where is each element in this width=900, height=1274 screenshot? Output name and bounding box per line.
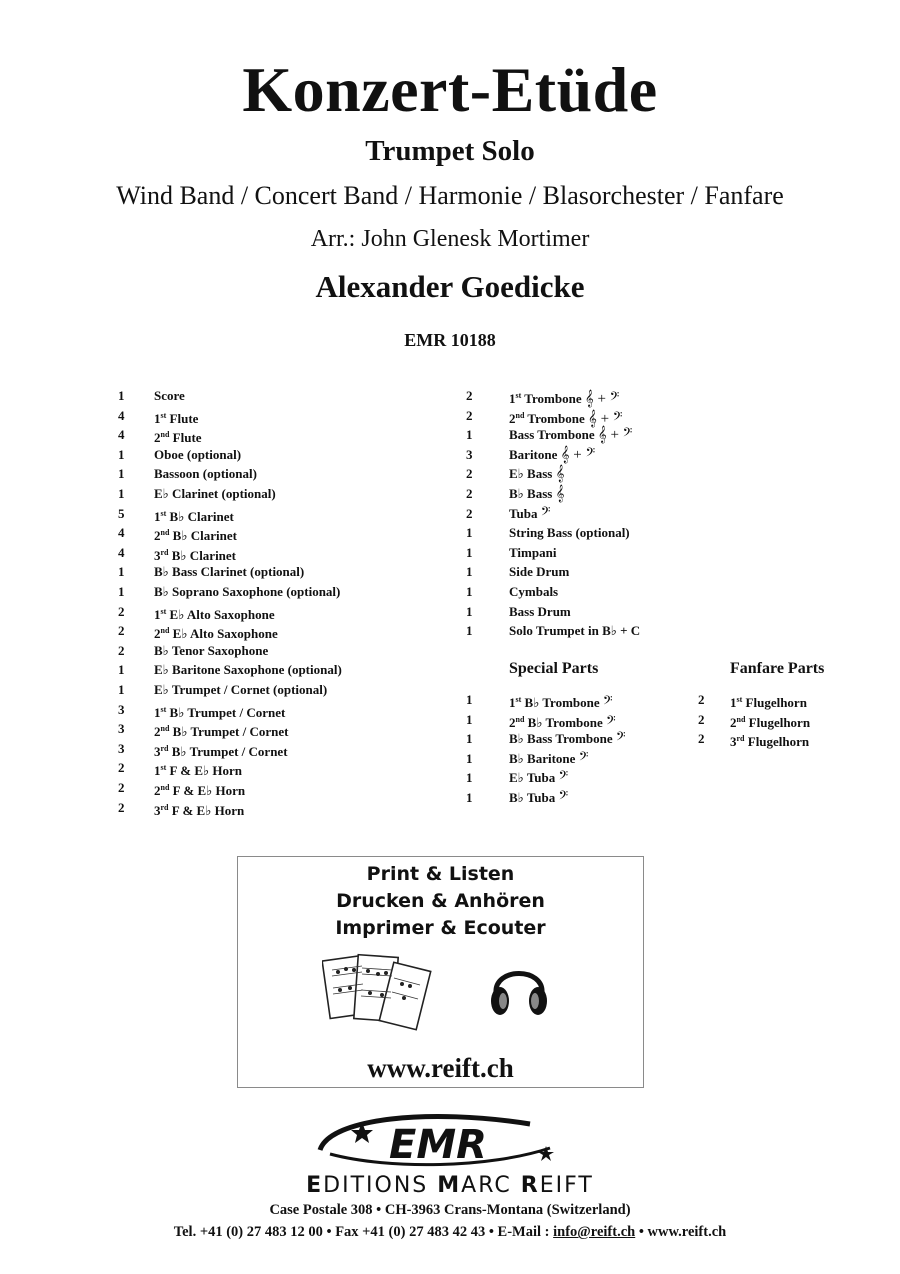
part-quantity: 3 <box>118 740 125 756</box>
clef-icon: 𝄢 <box>540 505 551 522</box>
part-quantity: 2 <box>118 623 125 639</box>
part-quantity: 1 <box>118 682 125 697</box>
part-name: 2nd Flute <box>154 430 202 446</box>
clef-icon: 𝄢 <box>558 770 569 787</box>
part-quantity: 4 <box>118 525 125 541</box>
part-quantity: 4 <box>118 544 125 560</box>
part-name: 1st Flugelhorn <box>730 695 807 710</box>
clef-icon: 𝄢 <box>615 731 626 748</box>
special-parts-list <box>466 690 686 810</box>
catalog-number: EMR 10188 <box>404 330 496 350</box>
part-quantity: 1 <box>466 711 473 727</box>
promo-line-english: Print & Listen <box>366 863 515 885</box>
part-quantity: 2 <box>118 760 125 776</box>
part-name: String Bass (optional) <box>509 525 630 541</box>
publisher-name: EDITIONS MARC REIFT <box>306 1173 594 1198</box>
part-name: Score <box>154 388 185 403</box>
part-quantity: 1 <box>466 692 473 707</box>
special-parts-heading: Special Parts <box>509 660 599 677</box>
part-name: 2nd Flugelhorn <box>730 714 811 730</box>
part-quantity: 5 <box>118 505 125 521</box>
clef-icon: 𝄞 <box>555 466 565 483</box>
part-quantity: 1 <box>118 388 125 403</box>
part-name: E♭ Clarinet (optional) <box>154 486 276 501</box>
clef-icon: 𝄢 <box>606 714 616 731</box>
part-quantity: 1 <box>118 584 125 599</box>
part-name: 1st F & E♭ Horn <box>154 763 242 779</box>
part-name: E♭ Baritone Saxophone (optional) <box>154 662 342 678</box>
part-name: B♭ Baritone 𝄢 <box>509 750 589 767</box>
part-name: E♭ Trumpet / Cornet (optional) <box>154 682 328 697</box>
clef-icon: 𝄞 + 𝄢 <box>597 427 633 444</box>
part-name: 1st Flute <box>154 410 199 426</box>
part-quantity: 2 <box>118 799 125 815</box>
part-quantity: 1 <box>466 731 473 747</box>
part-quantity: 1 <box>466 427 473 443</box>
sheet-music-icon <box>322 952 432 1037</box>
part-quantity: 2 <box>466 407 473 423</box>
part-quantity: 3 <box>118 701 125 717</box>
part-name: 3rd F & E♭ Horn <box>154 802 245 818</box>
part-name: B♭ Soprano Saxophone (optional) <box>154 584 341 599</box>
part-quantity: 1 <box>466 770 473 786</box>
promo-line-french: Imprimer & Ecouter <box>335 917 546 939</box>
part-name: B♭ Tenor Saxophone <box>154 642 269 658</box>
part-name: 2nd B♭ Trombone 𝄢 <box>509 714 616 731</box>
part-name: Side Drum <box>509 564 570 580</box>
part-name: 2nd Trombone 𝄞 + 𝄢 <box>509 410 623 427</box>
clef-icon: 𝄞 <box>555 486 565 502</box>
clef-icon: 𝄞 + 𝄢 <box>587 410 623 427</box>
parts-list-right <box>466 386 726 646</box>
part-quantity: 2 <box>698 731 705 747</box>
part-name: B♭ Bass 𝄞 <box>509 486 565 502</box>
part-quantity: 2 <box>466 505 473 521</box>
part-name: 2nd E♭ Alto Saxophone <box>154 626 278 642</box>
part-quantity: 2 <box>466 486 473 501</box>
ensemble-line: Wind Band / Concert Band / Harmonie / Blasorchester / Fanfare <box>116 181 784 210</box>
part-quantity: 1 <box>118 486 125 501</box>
part-name: Bass Drum <box>509 603 571 619</box>
part-quantity: 2 <box>466 466 473 482</box>
publisher-address: Case Postale 308 • CH-3963 Crans-Montana (Switzerland) <box>269 1202 631 1218</box>
part-name: Solo Trumpet in B♭ + C <box>509 623 641 639</box>
fanfare-parts-heading: Fanfare Parts <box>730 660 825 677</box>
part-name: Baritone 𝄞 + 𝄢 <box>509 446 596 463</box>
clef-icon: 𝄢 <box>578 750 589 767</box>
part-name: E♭ Tuba 𝄢 <box>509 770 569 787</box>
part-quantity: 1 <box>118 662 125 678</box>
part-quantity: 1 <box>466 584 473 599</box>
part-quantity: 1 <box>466 525 473 541</box>
emr-logo <box>310 1108 570 1174</box>
fanfare-parts-list <box>698 690 858 750</box>
part-name: Oboe (optional) <box>154 446 242 462</box>
headphones-icon <box>488 955 550 1021</box>
part-name: Timpani <box>509 544 557 560</box>
part-quantity: 2 <box>118 603 125 619</box>
parts-list-left <box>118 386 438 826</box>
clef-icon: 𝄢 <box>602 695 613 711</box>
part-quantity: 4 <box>118 427 125 443</box>
part-name: E♭ Bass 𝄞 <box>509 466 565 483</box>
part-quantity: 1 <box>118 564 125 580</box>
part-quantity: 1 <box>466 564 473 580</box>
part-quantity: 1 <box>118 466 125 482</box>
part-name: 3rd B♭ Trumpet / Cornet <box>154 743 288 759</box>
part-name: Bass Trombone 𝄞 + 𝄢 <box>509 427 633 444</box>
part-name: 2nd B♭ Clarinet <box>154 528 237 544</box>
part-quantity: 2 <box>698 711 705 727</box>
arranger: Arr.: John Glenesk Mortimer <box>310 226 590 252</box>
part-name: 1st B♭ Trombone 𝄢 <box>509 695 613 711</box>
promo-line-german: Drucken & Anhören <box>336 890 545 912</box>
part-quantity: 2 <box>118 642 125 658</box>
part-name: B♭ Bass Trombone 𝄢 <box>509 731 626 748</box>
subtitle: Trumpet Solo <box>365 135 535 167</box>
part-quantity: 2 <box>118 780 125 795</box>
part-name: Cymbals <box>509 584 559 599</box>
email-link[interactable]: info@reift.ch <box>553 1224 636 1240</box>
part-quantity: 4 <box>118 407 125 423</box>
clef-icon: 𝄢 <box>558 790 569 806</box>
part-name: 3rd B♭ Clarinet <box>154 547 237 563</box>
part-name: 2nd B♭ Trumpet / Cornet <box>154 724 289 740</box>
print-listen-box <box>237 856 644 1088</box>
part-quantity: 1 <box>466 544 473 560</box>
part-quantity: 1 <box>466 750 473 766</box>
part-name: Tuba 𝄢 <box>509 505 551 522</box>
part-quantity: 1 <box>118 446 125 462</box>
part-name: B♭ Tuba 𝄢 <box>509 790 569 806</box>
part-name: 1st B♭ Clarinet <box>154 508 234 524</box>
part-quantity: 3 <box>466 446 473 462</box>
part-name: 3rd Flugelhorn <box>730 734 810 750</box>
part-name: 1st Trombone 𝄞 + 𝄢 <box>509 391 620 407</box>
part-quantity: 1 <box>466 790 473 805</box>
part-quantity: 2 <box>698 692 705 707</box>
part-name: B♭ Bass Clarinet (optional) <box>154 564 305 580</box>
composer: Alexander Goedicke <box>315 269 585 304</box>
part-quantity: 2 <box>466 388 473 403</box>
clef-icon: 𝄞 + 𝄢 <box>584 391 620 407</box>
part-name: Bassoon (optional) <box>154 466 257 482</box>
logo-text: EMR <box>389 1122 487 1168</box>
part-name: 1st B♭ Trumpet / Cornet <box>154 704 286 720</box>
part-quantity: 1 <box>466 623 473 639</box>
page-title: Konzert-Etüde <box>242 54 658 125</box>
part-name: 1st E♭ Alto Saxophone <box>154 606 275 622</box>
publisher-contact: Tel. +41 (0) 27 483 12 00 • Fax +41 (0) 27 483 42 43 • E-Mail : info@reift.ch • www.reift.ch <box>173 1224 727 1240</box>
clef-icon: 𝄞 + 𝄢 <box>560 446 596 463</box>
part-quantity: 1 <box>466 603 473 619</box>
part-name: 2nd F & E♭ Horn <box>154 783 246 798</box>
website-link[interactable]: www.reift.ch <box>367 1053 514 1083</box>
part-quantity: 3 <box>118 721 125 737</box>
